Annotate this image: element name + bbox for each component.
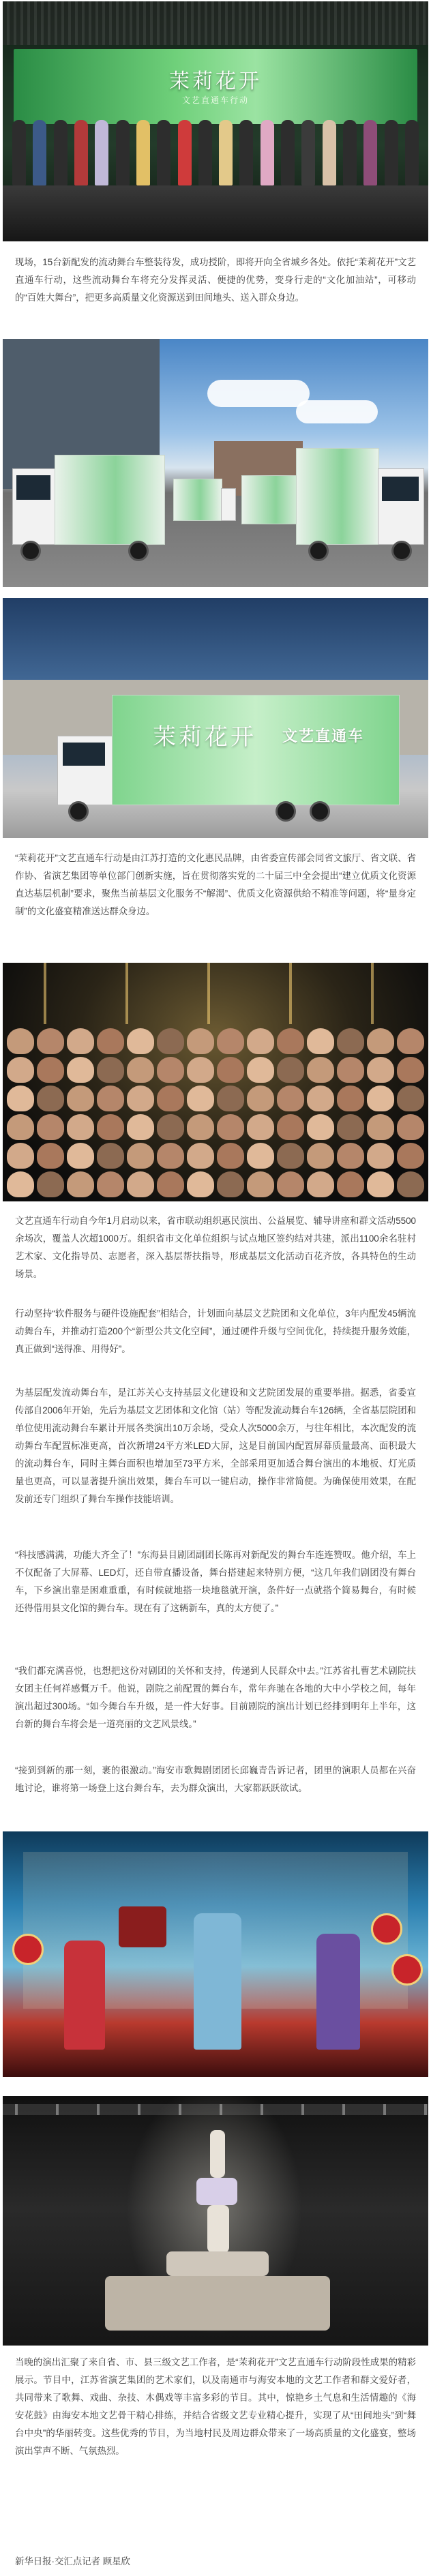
banner-truck xyxy=(57,695,398,818)
audience-member xyxy=(397,1085,424,1111)
audience-member xyxy=(397,1143,424,1169)
audience-member xyxy=(367,1028,394,1054)
person xyxy=(343,120,357,185)
truck-right xyxy=(296,441,426,564)
audience-member xyxy=(277,1057,304,1083)
audience-member xyxy=(337,1057,364,1083)
audience-member xyxy=(247,1143,274,1169)
audience-member xyxy=(277,1028,304,1054)
audience-member xyxy=(37,1171,64,1197)
paragraph-6: “科技感满满，功能大齐全了！”东海县目剧团副团长陈再对新配发的舞台车连连赞叹。他介绍，车上不仅配备了大屏幕、LED灯，还自带直播设备，舞台搭建起来特别方便，“这几年我们剧团没有舞台车，下乡演出靠是困难重重，有时候就地搭一块地毯就开演，条件好一点就搭个简易舞台，有时候还得借用县文化馆的舞台车。现在有了这辆新车，真的太方便了。” xyxy=(15,1550,416,1613)
audience-member xyxy=(277,1114,304,1140)
audience-member xyxy=(37,1057,64,1083)
audience-member xyxy=(187,1143,214,1169)
person xyxy=(239,120,253,185)
person xyxy=(261,120,274,185)
audience-member xyxy=(37,1143,64,1169)
acrobat xyxy=(210,2130,225,2178)
audience-member xyxy=(127,1143,154,1169)
drum xyxy=(391,1954,423,1986)
drum xyxy=(371,1913,402,1945)
audience-member xyxy=(7,1114,34,1140)
truck-wheel xyxy=(310,801,330,822)
audience-member xyxy=(187,1057,214,1083)
audience-member xyxy=(157,1114,184,1140)
audience-member xyxy=(187,1028,214,1054)
audience-member xyxy=(397,1028,424,1054)
audience-member xyxy=(157,1028,184,1054)
banner-placard xyxy=(119,1906,166,1947)
audience-member xyxy=(97,1171,124,1197)
ceremony-stage-photo xyxy=(3,1,428,241)
audience-member xyxy=(97,1085,124,1111)
performer xyxy=(64,1941,105,2050)
paragraph-1: 现场，15台新配发的流动舞台车整装待发，成功授阶，即将开向全省城乡各处。依托“茉莉花开”文艺直通车行动，这些流动舞台车将充分发挥灵活、便捷的优势，变身行走的“文化加油站”，可移动的“百姓大舞台”，把更多高质量文化资源送到田间地头、送入群众身边。 xyxy=(15,257,416,303)
acrobat xyxy=(196,2178,237,2205)
truck-wheel xyxy=(128,541,149,561)
audience-member xyxy=(127,1057,154,1083)
audience-member xyxy=(37,1028,64,1054)
audience-member xyxy=(307,1057,334,1083)
truck-wheel xyxy=(20,541,41,561)
paragraph-4: 行动坚持“软件服务与硬件设施配套”相结合，计划面向基层文艺院团和文化单位，3年内配发45辆流动舞台车，并推动打造200个“新型公共文化空间”，通过硬件升级与空间优化，持续提升服务效能，真正做到“送得准、用得好”。 xyxy=(15,1308,416,1354)
audience-member xyxy=(157,1171,184,1197)
audience-member xyxy=(367,1057,394,1083)
audience-member xyxy=(337,1171,364,1197)
audience-member xyxy=(217,1057,244,1083)
audience-member xyxy=(277,1085,304,1111)
audience-member xyxy=(97,1114,124,1140)
audience-member xyxy=(277,1171,304,1197)
audience-member xyxy=(397,1057,424,1083)
audience-member xyxy=(337,1143,364,1169)
audience-member xyxy=(247,1028,274,1054)
person xyxy=(301,120,315,185)
audience-crowd-photo xyxy=(3,963,428,1201)
person xyxy=(136,120,150,185)
paragraph-3: 文艺直通车行动自今年1月启动以来，省市联动组织惠民演出、公益展览、辅导讲座和群文活动5500余场次，覆盖人次超1000万。组织省市文化单位组织与试点地区签约结对共建，派出1100余名驻村艺术家、文化指导员、志愿者，深入基层帮扶指导，形成基层文化活动百花齐放，各具特色的生动场景。 xyxy=(15,1216,416,1279)
audience-member xyxy=(247,1085,274,1111)
person xyxy=(198,120,212,185)
paragraph-2: “茉莉花开”文艺直通车行动是由江苏打造的文化惠民品牌，由省委宣传部会同省文旅厅、省文联、省作协、省演艺集团等单位部门创新实施，旨在贯彻落实党的二十届三中全会提出“建立优质文化资源直达基层机制”要求，聚焦当前基层文化服务不“解渴”、优质文化资源供给不精准等问题，将“量身定制”的文化盛宴精准送达群众身边。 xyxy=(15,853,416,916)
truck-logo-text: 茉莉花开 xyxy=(153,723,256,751)
acrobat-base xyxy=(105,2276,330,2331)
truck-wheel xyxy=(308,541,329,561)
audience-member xyxy=(307,1143,334,1169)
paragraph-9: 当晚的演出汇聚了来自省、市、县三级文艺工作者，是“茉莉花开”文艺直通车行动阶段性成果的精彩展示。节目中，江苏省演艺集团的艺术家们，以及南通市与海安本地的文艺工作者和群文爱好者，共同带来了歌舞、戏曲、杂技、木偶戏等丰富多彩的节目。其中，惊艳乡土气息和生活情趣的《海安花鼓》由海安本地文艺骨干精心排练，并结合省级文艺专业精心提升，实现了从“田间地头”到“舞台中央”的华丽转变。这些优秀的节目，为当地村民及周边群众带来了一场高质量的文化盛宴，整场演出掌声不断、气氛热烈。 xyxy=(15,2357,416,2456)
audience-member xyxy=(337,1114,364,1140)
audience-member xyxy=(67,1143,94,1169)
cloud xyxy=(296,400,378,423)
audience-member xyxy=(307,1171,334,1197)
audience-member xyxy=(367,1114,394,1140)
stage-sub-text: 文艺直通车行动 xyxy=(181,95,249,105)
person xyxy=(178,120,192,185)
truck-box xyxy=(173,479,222,521)
truck-wheel xyxy=(68,801,89,822)
performer xyxy=(316,1934,360,2050)
truck-box xyxy=(296,448,379,545)
audience-member xyxy=(367,1143,394,1169)
stage-floor xyxy=(3,185,428,241)
audience-member xyxy=(7,1028,34,1054)
audience-member xyxy=(67,1057,94,1083)
audience-member xyxy=(157,1143,184,1169)
audience-member xyxy=(157,1085,184,1111)
audience-member xyxy=(97,1057,124,1083)
audience-member xyxy=(97,1028,124,1054)
performer xyxy=(194,1913,241,2050)
audience-member xyxy=(217,1085,244,1111)
audience-member xyxy=(217,1114,244,1140)
audience-member xyxy=(157,1057,184,1083)
audience-member xyxy=(7,1085,34,1111)
person xyxy=(385,120,398,185)
acrobatics-photo xyxy=(3,2096,428,2346)
person xyxy=(219,120,233,185)
drum xyxy=(12,1934,44,1965)
paragraph-7: “我们都充满喜悦，也想把这份对剧团的关怀和支持，传递到人民群众中去。”江苏省扎曹艺术剧院扶女团主任何祥感慨万千。他说，剧院之前配置的舞台车，常年奔驰在各地的大中小学校之间，每年演出超过300场。“如今舞台车升级，是一件大好事。目前剧院的演出计划已经排到明年上半年，这台新的舞台车将会是一道亮丽的文艺风景线。” xyxy=(15,1666,416,1729)
truck-window xyxy=(63,743,105,766)
truck-box xyxy=(241,475,304,524)
audience-member xyxy=(37,1085,64,1111)
audience-member xyxy=(7,1143,34,1169)
person xyxy=(405,120,419,185)
audience-member xyxy=(187,1114,214,1140)
audience-member xyxy=(367,1085,394,1111)
audience-member xyxy=(277,1143,304,1169)
stage-truss xyxy=(3,1,428,45)
single-truck-photo xyxy=(3,598,428,838)
audience-member xyxy=(217,1028,244,1054)
person xyxy=(157,120,170,185)
person xyxy=(281,120,295,185)
audience-member xyxy=(367,1171,394,1197)
person xyxy=(12,120,26,185)
truck-wheel xyxy=(391,541,412,561)
audience-member xyxy=(397,1114,424,1140)
cloud xyxy=(207,380,310,407)
person xyxy=(363,120,377,185)
audience-member xyxy=(307,1028,334,1054)
paragraph-8: “接到到新的那一刻，裹的很激动。”海安市歌舞剧团团长邱巍青告诉记者，团里的演职人员都在兴奋地讨论，谁将第一场登上这台舞台车，去为群众演出，大家都跃跃欲试。 xyxy=(15,1765,416,1793)
audience-member xyxy=(37,1114,64,1140)
audience-member xyxy=(127,1085,154,1111)
audience-crowd xyxy=(3,1024,428,1201)
audience-member xyxy=(127,1171,154,1197)
truck-cab xyxy=(221,488,236,521)
truck-far xyxy=(173,479,235,533)
truck-box xyxy=(55,455,165,545)
audience-member xyxy=(97,1143,124,1169)
stage-lights xyxy=(3,963,428,1024)
audience-member xyxy=(187,1171,214,1197)
trucks-parked-photo xyxy=(3,339,428,587)
audience-member xyxy=(247,1114,274,1140)
audience-member xyxy=(127,1114,154,1140)
truck-window xyxy=(382,477,419,501)
stage-people-row xyxy=(12,110,419,185)
audience-member xyxy=(247,1171,274,1197)
person xyxy=(54,120,68,185)
paragraph-5: 为基层配发流动舞台车，是江苏关心支持基层文化建设和文艺院团发展的重要举措。据悉，省委宣传部自2006年开始，先后为基层文艺团体和文化馆（站）等配发流动舞台车126辆，全省基层院团和单位使用流动舞台车累计开展各类演出10万余场，受众人次5000余万，与往年相比，本次配发的流动舞台车配置标准更高，首次新增24平方米LED大屏，这是目前国内配置屏幕质量最高、面积最大的流动舞台车，同时主舞台面积也增加至73平方米，全部采用更加适合舞台演出的本地板、灯光质量也更高，可以显著提升演出效果，舞台车可以一键启动，操作非常简便。为确保使用效果，在配发前还专门组织了舞台车操作技能培训。 xyxy=(15,1388,416,1504)
audience-member xyxy=(67,1171,94,1197)
audience-member xyxy=(337,1085,364,1111)
truck-sub-text: 文艺直通车 xyxy=(282,728,365,745)
audience-member xyxy=(67,1028,94,1054)
audience-member xyxy=(217,1143,244,1169)
reporter-credit: 新华日报·交汇点记者 顾星欣 xyxy=(15,2556,130,2566)
audience-member xyxy=(7,1057,34,1083)
person xyxy=(74,120,88,185)
audience-member xyxy=(7,1171,34,1197)
audience-member xyxy=(397,1171,424,1197)
audience-member xyxy=(187,1085,214,1111)
audience-member xyxy=(247,1057,274,1083)
truck-left xyxy=(12,441,169,564)
person xyxy=(116,120,130,185)
audience-member xyxy=(67,1114,94,1140)
acrobat-group xyxy=(166,2251,269,2276)
truck-window xyxy=(16,475,50,500)
truck-wheel xyxy=(276,801,296,822)
person xyxy=(33,120,46,185)
audience-member xyxy=(307,1114,334,1140)
audience-member xyxy=(67,1085,94,1111)
audience-member xyxy=(307,1085,334,1111)
audience-member xyxy=(337,1028,364,1054)
stage-logo-text: 茉莉花开 xyxy=(169,70,262,93)
audience-member xyxy=(127,1028,154,1054)
person xyxy=(95,120,108,185)
audience-member xyxy=(217,1171,244,1197)
person xyxy=(323,120,336,185)
opera-performance-photo xyxy=(3,1831,428,2077)
acrobat xyxy=(207,2205,229,2253)
